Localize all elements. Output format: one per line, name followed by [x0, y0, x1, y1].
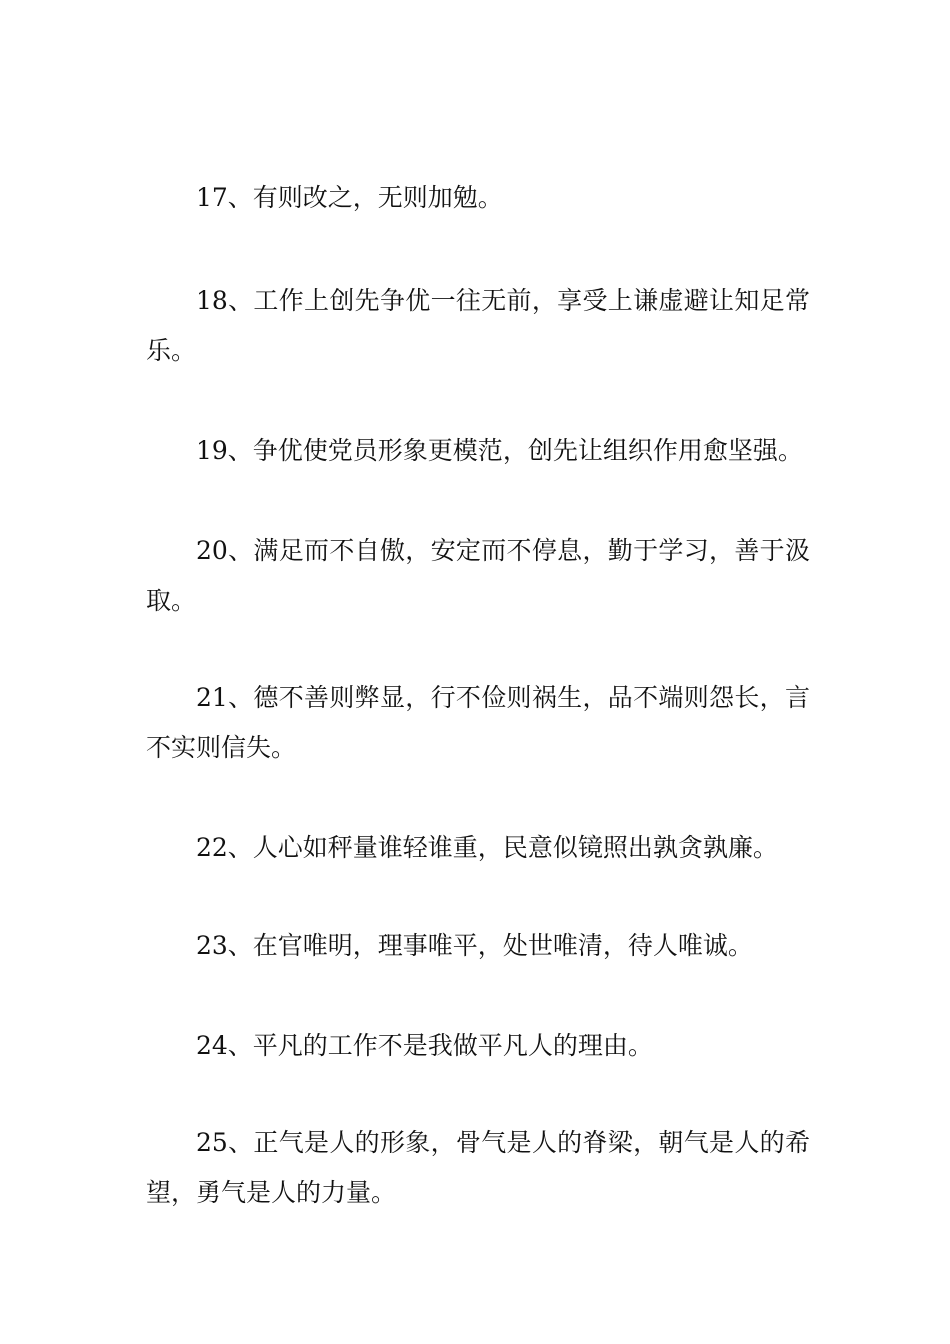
paragraph-22: 22、人心如秤量谁轻谁重，民意似镜照出孰贪孰廉。: [196, 833, 778, 862]
paragraph-18: 18、工作上创先争优一往无前，享受上谦虚避让知足常乐。: [146, 286, 810, 365]
paragraph-17: 17、有则改之，无则加勉。: [196, 183, 503, 212]
paragraph-20: 20、满足而不自傲，安定而不停息，勤于学习，善于汲取。: [146, 536, 810, 615]
paragraph-24: 24、平凡的工作不是我做平凡人的理由。: [196, 1031, 653, 1060]
paragraph-21: 21、德不善则弊显，行不俭则祸生，品不端则怨长，言不实则信失。: [146, 683, 810, 762]
paragraph-19: 19、争优使党员形象更模范，创先让组织作用愈坚强。: [196, 436, 803, 465]
paragraph-23: 23、在官唯明，理事唯平，处世唯清，待人唯诚。: [196, 931, 753, 960]
paragraph-25: 25、正气是人的形象，骨气是人的脊梁，朝气是人的希望，勇气是人的力量。: [146, 1128, 810, 1207]
